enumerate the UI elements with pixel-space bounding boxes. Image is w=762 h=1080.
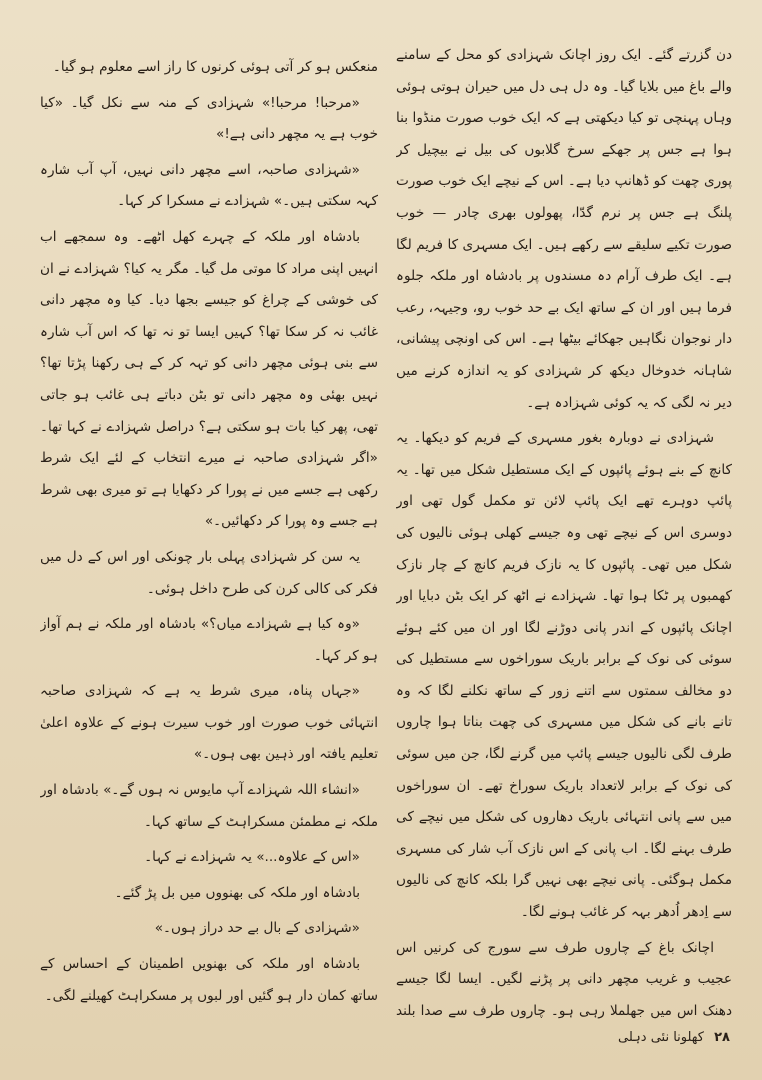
magazine-name: کھلونا نئی دہلی (618, 1030, 704, 1045)
paragraph: دن گزرتے گئے۔ ایک روز اچانک شہزادی کو محل کے سامنے والے باغ میں بلایا گیا۔ وہ دل ہی دل میں حیران ہوتی ہوئی وہاں پہنچی تو کیا دیکھتی ہے کہ ایک خوب صورت منڈوا بنا ہوا ہے جس پر جھکے سرخ گلابوں کی بیل نے بیچیل کر پوری چھت کو ڈھانپ دیا ہے۔ اس کے نیچے ایک خوب صورت پلنگ ہے جس پر نرم گدّا، پھولوں بھری چادر — خوب صورت تکیے سلیقے سے رکھے ہیں۔ ایک مسہری کا فریم لگا ہے۔ ایک طرف آرام دہ مسندوں پر بادشاہ اور ملکہ جلوہ فرما ہیں اور ان کے ساتھ ایک بے حد خوب رو، وجیہہ، رعب دار نوجوان نگاہیں جھکائے بیٹھا ہے۔ اس کی اونچی پیشانی، شاہانہ خدوخال دیکھ کر شہزادی کو یہ اندازہ کرنے میں دیر نہ لگی کہ یہ کوئی شہزادہ ہے۔ (396, 47, 732, 411)
paragraph: بادشاہ اور ملکہ کی بھنووں میں بل پڑ گئے۔ (114, 884, 360, 901)
left-column (40, 52, 378, 1032)
paragraph: شہزادی نے دوبارہ بغور مسہری کے فریم کو دیکھا۔ یہ کانچ کے بنے ہوئے پائپوں کے ایک مستطیل شکل میں تھا۔ یہ پائپ دوہرے تھے ایک پائپ لائن تو مکمل گول تھی اور دوسری اس کے نیچے تھی وہ جیسے کھلی ہوئی نالیوں کی شکل میں تھی۔ پائپوں کا یہ نازک فریم کانچ کے چار نازک کھمبوں پر ٹکا ہوا تھا۔ شہزادے نے اٹھ کر ایک بٹن دبایا اور اچانک پائپوں کے اندر پانی دوڑنے لگا اور ان میں کئے ہوئے سوئی کی نوک کے برابر باریک سوراخوں سے مستطیل کی دو مخالف سمتوں سے اتنے زور کے ساتھ نکلنے لگا کہ وہ تانے بانے کی شکل میں مسہری کی چھت بناتا ہوا چاروں طرف لگی نالیوں جیسے پائپ میں گرنے لگا، جن میں سوئی کی نوک کے برابر لاتعداد باریک سوراخ تھے۔ ان سوراخوں میں سے پانی انتہائی باریک دھاروں کی شکل میں نیچے کی طرف بہنے لگا۔ اب پانی کے اس نازک آب شار کی مسہری مکمل ہوگئی۔ پانی نیچے بھی نہیں گرا بلکہ کانچ کی نالیوں سے اِدھر اُدھر بہہ کر غائب ہونے لگا۔ (396, 430, 732, 921)
paragraph: «جہاں پناہ، میری شرط یہ ہے کہ شہزادی صاحبہ انتہائی خوب صورت اور خوب سیرت ہونے کے علاوہ اعلیٰ تعلیم یافتہ اور ذہین بھی ہوں۔» (40, 683, 378, 763)
paragraph: بادشاہ اور ملکہ کے چہرے کھل اٹھے۔ وہ سمجھے اب انہیں اپنی مراد کا موتی مل گیا۔ مگر یہ کیا؟ شہزادے نے ان کی خوشی کے چراغ کو جیسے بجھا دیا۔ کیا وہ مچھر دانی غائب نہ کر سکا تھا؟ کہیں ایسا تو نہ تھا کہ اس آب شارہ سے بنی ہوئی مچھر دانی کو تہہ کر کے ہی رکھنا پڑتا تھا؟ نہیں بھئی وہ مچھر دانی تو بٹن دباتے ہی غائب ہو جاتی تھی، پھر کیا بات ہو سکتی ہے؟ دراصل شہزادے نے کہا تھا۔ «اگر شہزادی صاحبہ نے میرے انتخاب کے لئے ایک شرط رکھی ہے جسے میں نے پورا کر دکھایا ہے تو میری بھی شرط ہے جسے وہ پورا کر دکھائیں۔» (40, 228, 378, 530)
paragraph: بادشاہ اور ملکہ کی بھنویں اطمینان کے احساس کے ساتھ کمان دار ہو گئیں اور لبوں پر مسکراہٹ کھیلنے لگی۔ (40, 956, 378, 1004)
right-column (396, 40, 732, 1020)
paragraph: «وہ کیا ہے شہزادے میاں؟» بادشاہ اور ملکہ نے ہم آواز ہو کر کہا۔ (40, 616, 378, 664)
paragraph: منعکس ہو کر آتی ہوئی کرنوں کا راز اسے معلوم ہو گیا۔ (52, 59, 378, 75)
page-footer (560, 1030, 730, 1045)
paragraph: اچانک باغ کے چاروں طرف سے سورج کی کرنیں اس عجیب و غریب مچھر دانی پر پڑنے لگیں۔ ایسا لگا جیسے دھنک اس میں جھلملا رہی ہو۔ چاروں طرف سے صدا بلند (396, 939, 732, 1019)
paragraph: «انشاء اللہ شہزادے آپ مایوس نہ ہوں گے۔» بادشاہ اور ملکہ نے مطمئن مسکراہٹ کے ساتھ کہا۔ (40, 782, 378, 830)
paragraph: «شہزادی صاحبہ، اسے مچھر دانی نہیں، آپ آب شارہ کہہ سکتی ہیں۔» شہزادے نے مسکرا کر کہا۔ (40, 161, 378, 210)
paragraph: یہ سن کر شہزادی پہلی بار چونکی اور اس کے دل میں فکر کی کالی کرن کی طرح داخل ہوئی۔ (40, 548, 378, 597)
paragraph: «شہزادی کے بال بے حد دراز ہوں۔» (154, 920, 360, 937)
page-number: ۲۸ (714, 1030, 730, 1045)
paragraph: «اس کے علاوہ...» یہ شہزادے نے کہا۔ (144, 849, 360, 866)
paragraph: «مرحبا! مرحبا!» شہزادی کے منہ سے نکل گیا۔ «کیا خوب ہے یہ مچھر دانی ہے!» (40, 94, 378, 143)
